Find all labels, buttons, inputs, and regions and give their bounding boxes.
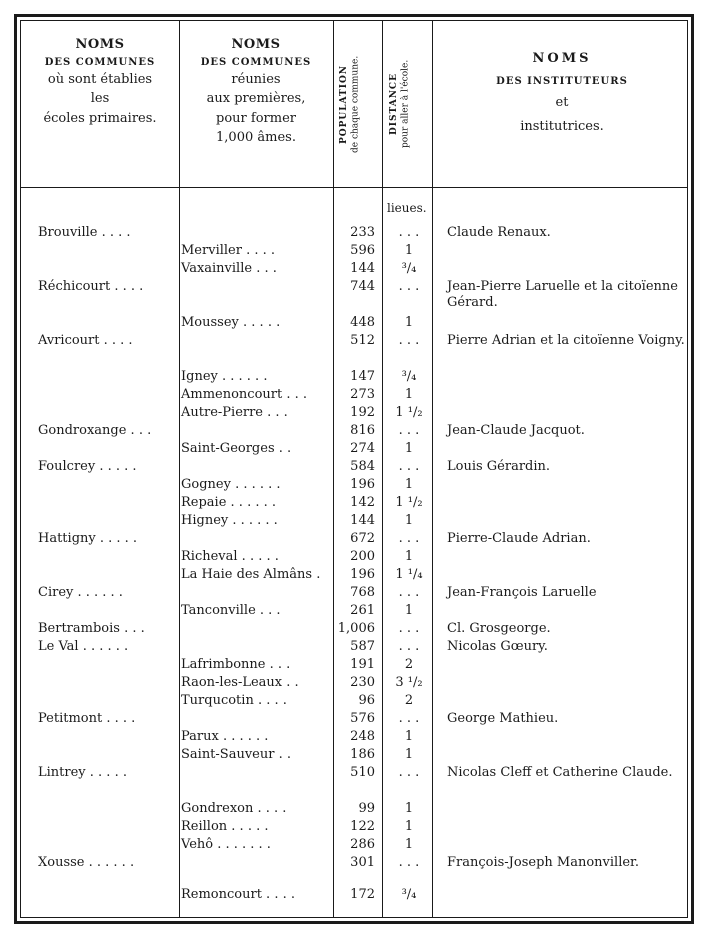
population-value: 147 bbox=[350, 369, 375, 384]
population-value: 196 bbox=[350, 477, 375, 492]
commune-principale: Gondroxange . . . bbox=[38, 423, 152, 438]
table-row bbox=[21, 675, 687, 693]
commune-principale: Petitmont . . . . bbox=[38, 711, 136, 726]
table-row bbox=[21, 819, 687, 837]
population-value: 142 bbox=[350, 495, 375, 510]
header-line: aux premières, bbox=[206, 91, 306, 106]
header-subtitle: DES COMMUNES bbox=[44, 56, 156, 68]
distance-value: 1 ¹/₂ bbox=[395, 405, 423, 420]
commune-principale: Réchicourt . . . . bbox=[38, 279, 144, 294]
distance-value: . . . bbox=[398, 459, 420, 474]
header-title: DISTANCE bbox=[389, 73, 399, 135]
distance-value: 1 bbox=[404, 819, 414, 834]
commune-reunie: Tanconville . . . bbox=[181, 603, 281, 618]
commune-principale: Le Val . . . . . . bbox=[38, 639, 129, 654]
population-value: 672 bbox=[350, 531, 375, 546]
header-subtitle: DES INSTITUTEURS bbox=[496, 75, 628, 87]
commune-reunie: Repaie . . . . . . bbox=[181, 495, 276, 510]
commune-reunie: La Haie des Almâns . bbox=[181, 567, 321, 582]
distance-value: . . . bbox=[398, 225, 420, 240]
distance-value: 1 bbox=[404, 441, 414, 456]
unit-label: lieues. bbox=[387, 201, 427, 215]
commune-reunie: Gondrexon . . . . bbox=[181, 801, 287, 816]
population-value: 233 bbox=[350, 225, 375, 240]
commune-reunie: Igney . . . . . . bbox=[181, 369, 268, 384]
header-line: institutrices. bbox=[520, 119, 604, 135]
table-row bbox=[21, 711, 687, 729]
header-subtitle: de chaque commune. bbox=[350, 55, 361, 153]
table-row bbox=[21, 603, 687, 621]
header-subtitle: pour aller à l'école. bbox=[400, 59, 411, 149]
distance-value: . . . bbox=[398, 621, 420, 636]
instituteur-name: Pierre-Claude Adrian. bbox=[447, 531, 591, 546]
table-row bbox=[21, 549, 687, 567]
distance-value: . . . bbox=[398, 585, 420, 600]
header-line: pour former bbox=[216, 110, 296, 126]
distance-value: . . . bbox=[398, 711, 420, 726]
population-value: 144 bbox=[350, 261, 375, 276]
distance-value: . . . bbox=[398, 765, 420, 780]
table-row bbox=[21, 333, 687, 351]
distance-value: 1 bbox=[404, 387, 414, 402]
distance-value: ³/₄ bbox=[401, 261, 417, 276]
distance-value: 1 bbox=[404, 747, 414, 762]
population-value: 273 bbox=[350, 387, 375, 402]
table-row bbox=[21, 693, 687, 711]
header-col1 bbox=[21, 35, 179, 128]
population-value: 816 bbox=[350, 423, 375, 438]
distance-value: 1 bbox=[404, 729, 414, 744]
population-value: 512 bbox=[350, 333, 375, 348]
population-value: 192 bbox=[350, 405, 375, 420]
distance-value: . . . bbox=[398, 423, 420, 438]
distance-value: 1 bbox=[404, 243, 414, 258]
distance-value: . . . bbox=[398, 279, 420, 294]
distance-value: 1 ¹/₄ bbox=[395, 567, 423, 582]
header-line: écoles primaires. bbox=[43, 110, 157, 126]
population-value: 510 bbox=[350, 765, 375, 780]
commune-reunie: Richeval . . . . . bbox=[181, 549, 279, 564]
population-value: 144 bbox=[350, 513, 375, 528]
table-row bbox=[21, 639, 687, 657]
commune-reunie: Vehô . . . . . . . bbox=[181, 837, 271, 852]
distance-value: 1 bbox=[404, 603, 414, 618]
table-row bbox=[21, 657, 687, 675]
population-value: 596 bbox=[350, 243, 375, 258]
instituteur-name: François-Joseph Manonviller. bbox=[447, 855, 639, 870]
table-row bbox=[21, 459, 687, 477]
instituteur-name: Jean-Pierre Laruelle et la citoïenne Gérard. bbox=[447, 279, 678, 310]
distance-value: 1 bbox=[404, 801, 414, 816]
table-row bbox=[21, 801, 687, 819]
instituteur-name: Louis Gérardin. bbox=[447, 459, 551, 474]
header-subtitle: DES COMMUNES bbox=[200, 56, 312, 68]
commune-principale: Bertrambois . . . bbox=[38, 621, 145, 636]
distance-value: 1 bbox=[404, 315, 414, 330]
table-frame bbox=[14, 14, 694, 924]
population-value: 191 bbox=[350, 657, 375, 672]
distance-value: 1 bbox=[404, 513, 414, 528]
population-value: 744 bbox=[350, 279, 375, 294]
population-value: 200 bbox=[350, 549, 375, 564]
table-row bbox=[21, 855, 687, 873]
distance-value: 1 bbox=[404, 837, 414, 852]
table-row bbox=[21, 495, 687, 513]
header-title: NOMS bbox=[231, 37, 281, 52]
header-divider bbox=[21, 187, 687, 188]
commune-principale: Cirey . . . . . . bbox=[38, 585, 123, 600]
distance-value: 1 bbox=[404, 549, 414, 564]
table-row bbox=[21, 315, 687, 333]
table-row bbox=[21, 369, 687, 387]
distance-value: ³/₄ bbox=[401, 887, 417, 902]
population-value: 122 bbox=[350, 819, 375, 834]
commune-principale: Brouville . . . . bbox=[38, 225, 131, 240]
commune-reunie: Autre-Pierre . . . bbox=[181, 405, 288, 420]
commune-principale: Hattigny . . . . . bbox=[38, 531, 138, 546]
instituteur-name: George Mathieu. bbox=[447, 711, 559, 726]
instituteur-name: Jean-Claude Jacquot. bbox=[447, 423, 585, 438]
commune-reunie: Turqucotin . . . . bbox=[181, 693, 287, 708]
commune-reunie: Reillon . . . . . bbox=[181, 819, 269, 834]
commune-reunie: Vaxainville . . . bbox=[181, 261, 277, 276]
distance-value: ³/₄ bbox=[401, 369, 417, 384]
population-value: 448 bbox=[350, 315, 375, 330]
header-title: NOMS bbox=[75, 37, 125, 52]
header-line: réunies bbox=[231, 71, 281, 87]
population-value: 576 bbox=[350, 711, 375, 726]
commune-reunie: Moussey . . . . . bbox=[181, 315, 281, 330]
header-title: POPULATION bbox=[339, 64, 349, 144]
table-row bbox=[21, 585, 687, 603]
population-value: 196 bbox=[350, 567, 375, 582]
header-col5 bbox=[432, 47, 692, 140]
table-row bbox=[21, 837, 687, 855]
commune-principale: Lintrey . . . . . bbox=[38, 765, 127, 780]
header-line: les bbox=[90, 91, 110, 106]
header-line: et bbox=[555, 94, 569, 110]
header-col4 bbox=[389, 39, 412, 169]
population-value: 230 bbox=[350, 675, 375, 690]
table-row bbox=[21, 887, 687, 905]
instituteur-name: Claude Renaux. bbox=[447, 225, 551, 240]
commune-reunie: Saint-Sauveur . . bbox=[181, 747, 291, 762]
instituteur-name: Cl. Grosgeorge. bbox=[447, 621, 551, 636]
instituteur-name: Pierre Adrian et la citoïenne Voigny. bbox=[447, 333, 685, 348]
instituteur-name: Nicolas Gœury. bbox=[447, 639, 548, 654]
table-row bbox=[21, 531, 687, 549]
table-row bbox=[21, 387, 687, 405]
population-value: 301 bbox=[350, 855, 375, 870]
commune-principale: Xousse . . . . . . bbox=[38, 855, 135, 870]
distance-value: . . . bbox=[398, 855, 420, 870]
table-row bbox=[21, 477, 687, 495]
header-title: NOMS bbox=[532, 51, 592, 66]
table-row bbox=[21, 441, 687, 459]
population-value: 584 bbox=[350, 459, 375, 474]
population-value: 248 bbox=[350, 729, 375, 744]
commune-reunie: Parux . . . . . . bbox=[181, 729, 269, 744]
table-row bbox=[21, 729, 687, 747]
commune-reunie: Ammenoncourt . . . bbox=[181, 387, 308, 402]
table-row bbox=[21, 261, 687, 279]
table-row bbox=[21, 423, 687, 441]
table-inner-border bbox=[20, 20, 688, 918]
header-col2 bbox=[179, 35, 333, 148]
distance-value: 1 bbox=[404, 477, 414, 492]
population-value: 587 bbox=[350, 639, 375, 654]
population-value: 274 bbox=[350, 441, 375, 456]
table-row bbox=[21, 279, 687, 310]
distance-value: 2 bbox=[404, 693, 414, 708]
commune-reunie: Lafrimbonne . . . bbox=[181, 657, 291, 672]
table-row bbox=[21, 747, 687, 765]
commune-principale: Avricourt . . . . bbox=[38, 333, 133, 348]
instituteur-name: Nicolas Cleff et Catherine Claude. bbox=[447, 765, 673, 780]
table-row bbox=[21, 567, 687, 585]
distance-value: . . . bbox=[398, 531, 420, 546]
distance-value: . . . bbox=[398, 639, 420, 654]
table-row bbox=[21, 513, 687, 531]
commune-reunie: Higney . . . . . . bbox=[181, 513, 278, 528]
population-value: 186 bbox=[350, 747, 375, 762]
table-row bbox=[21, 621, 687, 639]
commune-reunie: Merviller . . . . bbox=[181, 243, 276, 258]
table-row bbox=[21, 405, 687, 423]
population-value: 99 bbox=[358, 801, 375, 816]
table-row bbox=[21, 225, 687, 243]
distance-value: 2 bbox=[404, 657, 414, 672]
distance-value: . . . bbox=[398, 333, 420, 348]
table-row bbox=[21, 243, 687, 261]
population-value: 261 bbox=[350, 603, 375, 618]
header-line: où sont établies bbox=[47, 71, 153, 87]
population-value: 768 bbox=[350, 585, 375, 600]
commune-principale: Foulcrey . . . . . bbox=[38, 459, 137, 474]
instituteur-name: Jean-François Laruelle bbox=[447, 585, 597, 600]
distance-value: 3 ¹/₂ bbox=[395, 675, 423, 690]
header-col3 bbox=[339, 39, 362, 169]
distance-value: 1 ¹/₂ bbox=[395, 495, 423, 510]
population-value: 96 bbox=[358, 693, 375, 708]
commune-reunie: Remoncourt . . . . bbox=[181, 887, 295, 902]
population-value: 286 bbox=[350, 837, 375, 852]
commune-reunie: Gogney . . . . . . bbox=[181, 477, 281, 492]
population-value: 1,006 bbox=[337, 621, 375, 636]
header-line: 1,000 âmes. bbox=[216, 130, 296, 145]
table-row bbox=[21, 765, 687, 783]
population-value: 172 bbox=[350, 887, 375, 902]
commune-reunie: Saint-Georges . . bbox=[181, 441, 292, 456]
commune-reunie: Raon-les-Leaux . . bbox=[181, 675, 299, 690]
